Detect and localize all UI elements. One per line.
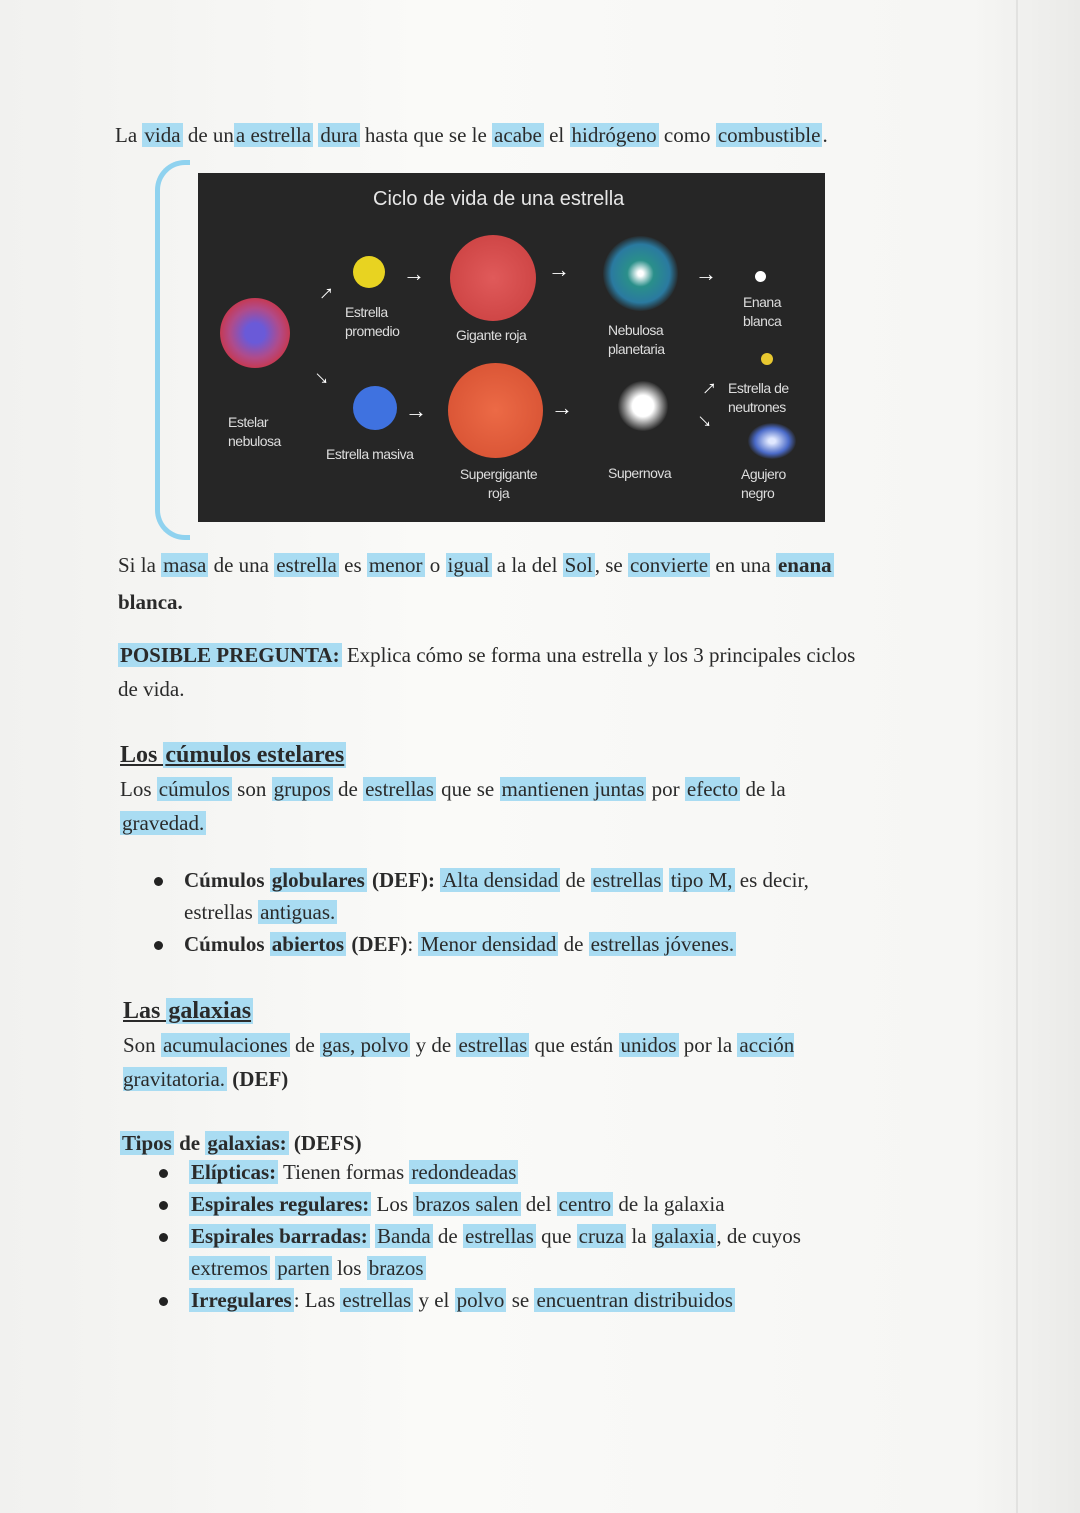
text-segment: en una	[710, 553, 776, 577]
text-segment: los	[331, 1256, 367, 1280]
text-segment: :	[407, 932, 419, 956]
text-segment: como	[658, 123, 716, 147]
text-segment: (DEF)	[346, 932, 408, 956]
text-segment: Los	[120, 742, 164, 768]
text-segment: La	[115, 123, 143, 147]
text-segment: y el	[413, 1288, 455, 1312]
arrow-icon: →	[307, 274, 341, 308]
highlighted-text: estrellas	[342, 1288, 412, 1312]
highlighted-text: mantienen juntas	[501, 777, 645, 801]
highlighted-text: Sol	[564, 553, 593, 577]
text-segment	[663, 868, 668, 892]
arrow-icon: →	[695, 261, 717, 286]
highlighted-text: galaxias:	[207, 1131, 287, 1155]
text-segment: que están	[529, 1033, 619, 1057]
highlighted-text: gravedad.	[122, 811, 205, 835]
highlighted-text: galaxia	[653, 1224, 715, 1248]
text-segment: de una	[208, 553, 275, 577]
highlighted-text: Irregulares	[191, 1288, 292, 1312]
possible-question	[118, 638, 878, 706]
text-segment: o	[424, 553, 446, 577]
text-segment: , de cuyos	[716, 1224, 801, 1248]
highlighted-text: galaxias	[168, 998, 252, 1024]
highlighted-text: estrellas	[592, 868, 662, 892]
planetary-nebula-image	[603, 236, 678, 311]
label-planetary-nebula: Nebulosa planetaria	[608, 322, 665, 357]
text-segment: y de	[410, 1033, 457, 1057]
text-segment: por	[646, 777, 685, 801]
galaxies-heading	[123, 998, 253, 1025]
nebula-image	[220, 298, 290, 368]
text-segment: Los	[371, 1192, 414, 1216]
highlighted-text: unidos	[620, 1033, 677, 1057]
highlighted-text: Elípticas:	[191, 1160, 277, 1184]
highlighted-text: cúmulos	[158, 777, 230, 801]
text-segment: que	[535, 1224, 577, 1248]
text-segment: Son	[123, 1033, 161, 1057]
highlighted-text: acción gravitatoria.	[123, 1033, 795, 1091]
highlighted-text: efecto	[686, 777, 739, 801]
text-segment: .	[822, 123, 828, 147]
highlighted-text: parten	[277, 1256, 330, 1280]
text-segment: de la galaxia	[613, 1192, 725, 1216]
highlighted-text: masa	[163, 553, 207, 577]
arrow-icon: →	[403, 261, 425, 286]
highlighted-text: polvo	[456, 1288, 505, 1312]
highlighted-text: Alta densidad	[442, 868, 559, 892]
list-item	[150, 864, 870, 928]
highlighted-text: Espirales regulares:	[191, 1192, 370, 1216]
highlighted-text: POSIBLE PREGUNTA:	[120, 643, 340, 667]
text-segment: (DEF)	[227, 1067, 289, 1091]
highlighted-text: Banda	[377, 1224, 431, 1248]
label-massive-star: Estrella masiva	[326, 446, 414, 462]
highlighted-text: grupos	[273, 777, 331, 801]
text-segment: Cúmulos	[184, 868, 270, 892]
highlighted-text: dura	[320, 123, 358, 147]
red-supergiant-image	[448, 363, 543, 458]
text-segment: de	[558, 932, 589, 956]
massive-star-image	[353, 386, 397, 430]
white-dwarf-image	[755, 271, 766, 282]
highlighted-text: acumulaciones	[162, 1033, 288, 1057]
red-giant-image	[450, 235, 536, 321]
label-neutron-star: Estrella de neutrones	[728, 380, 789, 415]
highlighted-text: combustible	[717, 123, 821, 147]
average-star-image	[353, 256, 385, 288]
highlighted-text: acabe	[494, 123, 542, 147]
highlighted-text: enana	[777, 553, 832, 577]
text-segment: de	[173, 1131, 206, 1155]
clusters-heading	[120, 742, 346, 769]
cluster-types-list	[150, 864, 870, 960]
text-segment: la	[626, 1224, 652, 1248]
arrow-icon: →	[690, 402, 724, 436]
sun-mass-paragraph	[118, 547, 878, 621]
highlighter-brace	[155, 160, 190, 540]
label-white-dwarf: Enana blanca	[743, 294, 782, 329]
text-segment: (DEFS)	[288, 1131, 362, 1155]
highlighted-text: estrellas	[458, 1033, 528, 1057]
text-segment: el	[543, 123, 570, 147]
text-segment: hasta que se le	[359, 123, 493, 147]
neutron-star-image	[761, 353, 773, 365]
list-item	[155, 1220, 875, 1284]
text-segment: es decir, estrellas	[184, 868, 809, 924]
highlighted-text: brazos salen	[415, 1192, 519, 1216]
highlighted-text: igual	[447, 553, 490, 577]
highlighted-text: estrella	[276, 553, 337, 577]
label-red-giant: Gigante roja	[456, 327, 527, 343]
highlighted-text: cruza	[578, 1224, 625, 1248]
text-segment: Si la	[118, 553, 162, 577]
highlighted-text: abiertos	[271, 932, 345, 956]
label-red-supergiant: Supergigante roja	[459, 466, 538, 501]
highlighted-text: encuentran distribuidos	[536, 1288, 733, 1312]
highlighted-text: convierte	[629, 553, 709, 577]
supernova-image	[618, 381, 668, 431]
text-segment: es	[338, 553, 367, 577]
text-segment: de	[560, 868, 591, 892]
highlighted-text: a estrella	[235, 123, 312, 147]
highlighted-text: estrellas	[465, 1224, 534, 1248]
list-item	[155, 1284, 875, 1316]
highlighted-text: brazos	[368, 1256, 424, 1280]
arrow-icon: →	[551, 395, 573, 420]
label-black-hole: Agujero negro	[741, 466, 786, 501]
text-segment: a la del	[491, 553, 563, 577]
text-segment: : Las	[293, 1288, 341, 1312]
highlighted-text: estrellas	[365, 777, 434, 801]
highlighted-text: Tipos	[122, 1131, 172, 1155]
list-item	[150, 928, 870, 960]
text-segment: Explica cómo se forma una estrella y los 3 principales ciclos de vida.	[118, 643, 856, 701]
highlighted-text: cúmulos estelares	[165, 742, 345, 768]
list-item	[155, 1156, 875, 1188]
black-hole-image	[748, 423, 796, 459]
highlighted-text: estrellas jóvenes.	[590, 932, 735, 956]
highlighted-text: antiguas.	[260, 900, 336, 924]
arrow-icon: →	[307, 359, 341, 393]
star-lifecycle-diagram	[198, 173, 825, 522]
list-item	[155, 1188, 875, 1220]
highlighted-text: globulares	[271, 868, 365, 892]
highlighted-text: vida	[144, 123, 181, 147]
text-segment: de	[432, 1224, 463, 1248]
text-segment: Las	[123, 998, 167, 1024]
highlighted-text: gas, polvo	[322, 1033, 409, 1057]
text-segment: , se	[594, 553, 628, 577]
highlighted-text: centro	[558, 1192, 612, 1216]
text-segment: de	[289, 1033, 321, 1057]
text-segment: de la	[740, 777, 786, 801]
highlighted-text: menor	[368, 553, 423, 577]
galaxy-types-list	[155, 1156, 875, 1316]
galaxy-types-heading	[120, 1126, 362, 1160]
arrow-icon: →	[548, 257, 570, 282]
galaxies-paragraph	[123, 1028, 863, 1096]
text-segment: son	[231, 777, 272, 801]
text-segment: Tienen formas	[278, 1160, 410, 1184]
text-segment: blanca.	[118, 590, 183, 614]
text-segment: Los	[120, 777, 157, 801]
text-segment: que se	[435, 777, 500, 801]
arrow-icon: →	[690, 369, 724, 403]
text-segment: se	[506, 1288, 535, 1312]
highlighted-text: hidrógeno	[571, 123, 657, 147]
highlighted-text: tipo M,	[670, 868, 733, 892]
highlighted-text: Espirales barradas:	[191, 1224, 368, 1248]
label-nebula: Estelar nebulosa	[228, 414, 281, 449]
highlighted-text: redondeadas	[411, 1160, 517, 1184]
text-segment: de un	[182, 123, 234, 147]
diagram-title: Ciclo de vida de una estrella	[373, 188, 625, 210]
text-segment: del	[520, 1192, 557, 1216]
highlighted-text: Menor densidad	[420, 932, 557, 956]
label-average-star: Estrella promedio	[345, 304, 400, 339]
text-segment: por la	[678, 1033, 738, 1057]
label-supernova: Supernova	[608, 465, 672, 481]
paper-edge	[1016, 0, 1018, 1513]
arrow-icon: →	[405, 398, 427, 423]
text-segment: de	[332, 777, 364, 801]
highlighted-text: extremos	[191, 1256, 268, 1280]
text-segment: Cúmulos	[184, 932, 270, 956]
intro-paragraph	[115, 118, 875, 152]
clusters-paragraph	[120, 772, 860, 840]
text-segment: (DEF):	[366, 868, 435, 892]
